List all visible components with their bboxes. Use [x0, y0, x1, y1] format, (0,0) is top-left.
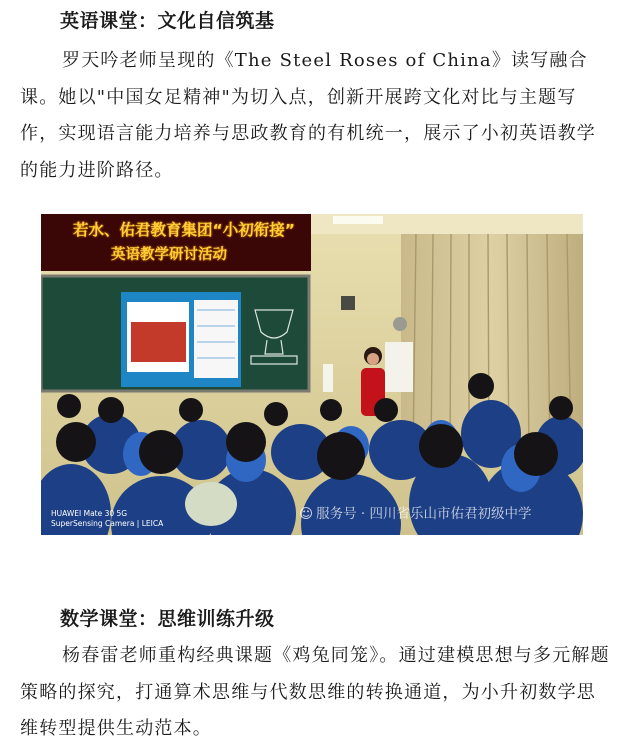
- camera-watermark-model: HUAWEI Mate 30 5G: [51, 509, 128, 518]
- section-heading-english: 英语课堂：文化自信筑基: [60, 10, 275, 32]
- banner-title-line1: 若水、佑君教育集团“小初衔接”: [73, 221, 295, 239]
- account-watermark: [299, 502, 531, 522]
- section-heading-math: 数学课堂：思维训练升级: [60, 608, 275, 630]
- wechat-icon: ☺: [299, 506, 314, 522]
- banner-title-line2: 英语教学研讨活动: [111, 247, 227, 263]
- account-watermark-text: 服务号 · 四川省乐山市佑君初级中学: [316, 506, 532, 522]
- camera-watermark-lens: SuperSensing Camera | LEICA: [51, 519, 164, 528]
- classroom-photo: [41, 214, 583, 535]
- section-paragraph-english: 罗天吟老师呈现的《The Steel Roses of China》读写融合课。她以"中国女足精神"为切入点，创新开展跨文化对比与主题写作，实现语言能力培养与思政教育的有机统一，展示了小初英语教学的能力进阶路径。: [20, 50, 596, 181]
- section-paragraph-math: 杨春雷老师重构经典课题《鸡兔同笼》。通过建模思想与多元解题策略的探究，打通算术思维与代数思维的转换通道，为小升初数学思维转型提供生动范本。: [20, 645, 610, 739]
